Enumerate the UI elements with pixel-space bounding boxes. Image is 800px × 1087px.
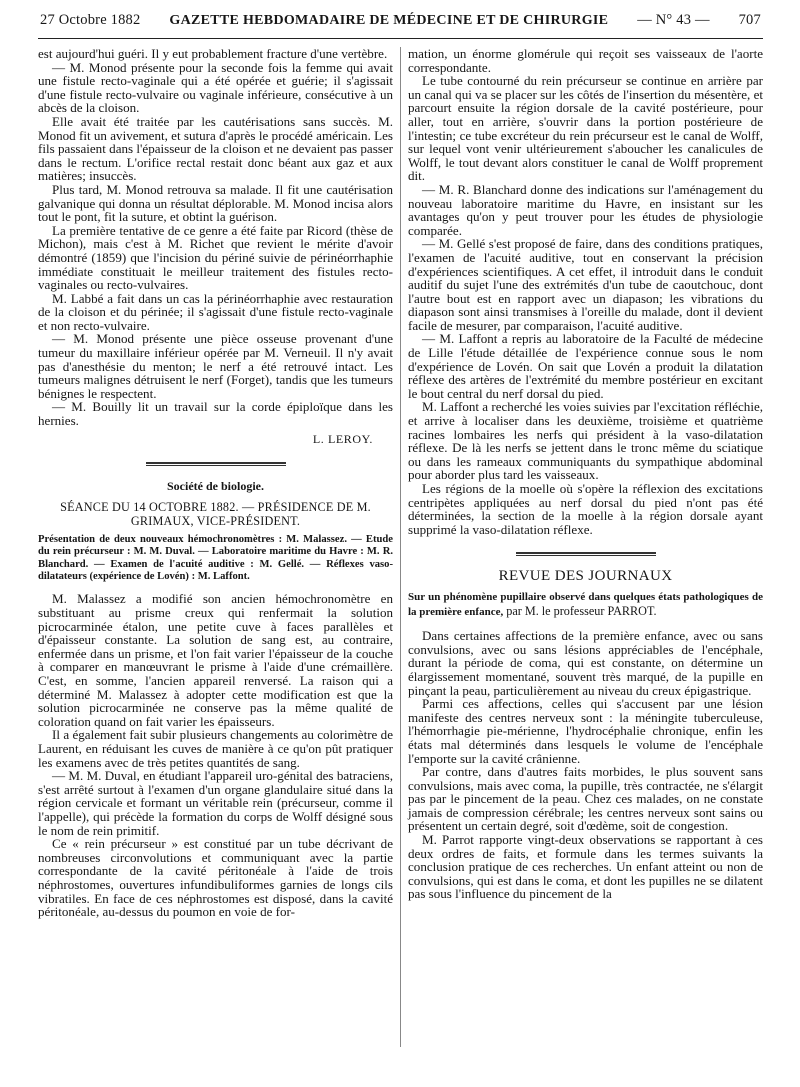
section-divider [516,552,656,556]
section-heading: REVUE DES JOURNAUX [498,568,673,585]
paragraph: — M. M. Duval, en étudiant l'appareil uro-génital des batraciens, s'est arrêté surtout à l'examen d'un organe glandulaire situé dans la région cervicale et formant un véritable rein (précurseur, comme il l'appelle), qui précède la formation du corps de Wolff désigné sous le nom de rein primitif. [38,768,393,838]
header-journal-title: GAZETTE HEBDOMADAIRE DE MÉDECINE ET DE CHIRURGIE [169,13,609,28]
paragraph: Plus tard, M. Monod retrouva sa malade. Il fit une cautérisation galvanique qui donna un résultat déplorable. M. Monod incisa alors tout le pont, fit la suture, et obtint la guérison. [38,181,393,225]
section-heading: Société de biologie. [167,479,264,494]
running-header [38,12,763,39]
paragraph: — M. Monod présente pour la seconde fois la femme qui avait une fistule recto-vaginale qui a été opérée et guérie; il s'agissait d'une fistule recto-vulvaire ou vaginale inférieure, consécutive à un abcès de la cloison. [38,59,393,116]
header-issue-number: — N° 43 — [637,12,710,28]
right-column [408,47,763,919]
column-rule [400,47,401,1047]
paragraph: — M. R. Blanchard donne des indications sur l'aménagement du nouveau laboratoire maritime du Havre, en insistant sur les avantages qu'on y peut trouver pour les études de physiologie comparée. [408,181,763,238]
header-date: 27 Octobre 1882 [40,12,141,28]
paragraph: Les régions de la moelle où s'opère la réflexion des excitations centripètes appliquées au nerf dorsal du pied n'ont pas été déterminées, la section de la moelle à la région dorsale ayant supprimé la vaso-dilatation réflexe. [408,481,763,537]
paragraph: mation, un énorme glomérule qui reçoit ses vaisseaux de l'aorte correspondante. [408,46,763,75]
header-page-number: 707 [738,12,761,28]
paragraph: Par contre, dans d'autres faits morbides, le plus souvent sans convulsions, mais avec coma, la pupille, très contractée, ne s'élargit pas par le pincement de la peau. Chez ces malades, on ne constate jamais de compression cérébrale; les centres nerveux sont sains ou présentent un certain degré, soit d'œdème, soit de congestion. [408,764,763,834]
article-title: Sur un phénomène pupillaire observé dans quelques états pathologiques de la première enfance, [408,590,763,618]
page [38,12,763,919]
paragraph: Parmi ces affections, celles qui s'accusent par une lésion manifeste des centres nerveux sont : la méningite tuberculeuse, l'hémorrhagie pie-mérienne, l'hydrocéphalie chronique, enfin les états mal déterminés dans lesquels le volume de l'encéphale l'emporte sur la cavité crânienne. [408,696,763,766]
two-column-body [38,47,763,919]
session-summary: Présentation de deux nouveaux hémochronomètres : M. Malassez. — Etude du rein précurseur : M. M. Duval. — Laboratoire maritime du Havre : M. R. Blanchard. — Examen de l'acuité auditive : M. Gellé. — Réflexes vaso-dilatateurs (expérience de Lovén) : M. Laffont. [38,533,393,583]
paragraph: Dans certaines affections de la première enfance, avec ou sans convulsions, avec ou sans lésions appréciables de l'encéphale, durant la période de coma, qui est constante, on détermine un élargissement momentané, souvent très marqué, de la pupille en pinçant la peau, particulièrement au niveau du creux épigastrique. [408,628,763,698]
paragraph: — M. Laffont a repris au laboratoire de la Faculté de médecine de Lille l'étude détaillée de l'expérience connue sous le nom d'expérience de Lovén. On sait que Lovén a produit la dilatation réflexe des artères de l'extrémité du membre postérieur en excitant le bout central du nerf dorsal du pied. [408,331,763,401]
paragraph: est aujourd'hui guéri. Il y eut probablement fracture d'une vertèbre. [38,46,388,61]
article-heading [408,590,763,619]
paragraph: — M. Monod présente une pièce osseuse provenant d'une tumeur du maxillaire inférieur opérée par M. Verneuil. Il n'y avait pas d'anesthésie du menton; le nerf a été retrouvé intact. Les tumeurs malignes détruisent le nerf (Forget), tandis que les tumeurs bénignes le respectent. [38,331,393,401]
paragraph: Il a également fait subir plusieurs changements au colorimètre de Laurent, en réduisant les cuves de manière à ce qu'on pût pratiquer les examens avec de très petites quantités de sang. [38,727,393,770]
article-author: par M. le professeur PARROT. [503,603,657,618]
paragraph: La première tentative de ce genre a été faite par Ricord (thèse de Michon), mais c'est à M. Richet que revient le mérite d'avoir démontré (1859) que l'incision du périné suivie de périnéorrhaphie immédiate constituait le meilleur traitement des fistules recto-vaginales ou recto-vulvaires. [38,222,393,293]
section-divider [146,462,286,466]
paragraph: — M. Bouilly lit un travail sur la corde épiploïque dans les hernies. [38,399,393,429]
paragraph: M. Laffont a recherché les voies suivies par l'excitation réfléchie, et arrive à localiser dans les deuxième, troisième et quatrième racines lombaires les nerfs qui président à la vaso-dilatation réflexe. De là les nerfs se jettent dans le tronc même du sciatique ou dans les rameaux communiquants du sympathique abdominal pour aborder plus tard les vaisseaux. [408,399,763,483]
paragraph: M. Malassez a modifié son ancien hémochronomètre en substituant au prisme creux qui renfermait la solution picrocarminée étalon, une petite cuve à faces parallèles et d'épaisseur constante. La solution de sang est, au contraire, enfermée dans un prisme, et l'on fait varier l'épaisseur de la couche à comparer en manœuvrant le prisme à l'aide d'une crémaillère. C'est, en somme, l'ancien appareil renversé. La raison qui a déterminé M. Malassez à adopter cette modification est que la solution picrocarminée ne conserve pas la même qualité de coloration quand on fait varier les épaisseurs. [38,591,393,729]
left-column [38,47,393,919]
session-line: SÉANCE DU 14 OCTOBRE 1882. — PRÉSIDENCE DE M. GRIMAUX, VICE-PRÉSIDENT. [60,499,371,528]
paragraph: M. Labbé a fait dans un cas la périnéorrhaphie avec restauration de la cloison et du périnée; il s'agissait d'une fistule recto-vaginale et non recto-vulvaire. [38,290,393,333]
paragraph: Ce « rein précurseur » est constitué par un tube décrivant de nombreuses circonvolutions et communiquant avec la partie correspondante de la cavité péritonéale à l'aide de trois néphrostomes, ouvertures infundibuliformes garnies de longs cils vibratiles. En face de ces néphrostomes est disposé, dans la cavité péritonéale, au-dessus du poumon en voie de for- [38,836,393,920]
paragraph: Le tube contourné du rein précurseur se continue en arrière par un canal qui va se placer sur les côtés de l'insertion du mésentère, et parcourt ensuite la région dorsale de la cavité postérieure, pour aller, tout en arrière, s'ouvrir dans la portion postérieure de l'intestin; ce tube excréteur du rein précurseur est le canal de Wolff, sur lequel vont venir ultérieurement s'aboucher les canalicules de Wolff, le tout devant alors constituer le canal de Wolff proprement dit. [408,73,763,184]
paragraph: — M. Gellé s'est proposé de faire, dans des conditions pratiques, l'examen de l'acuité auditive, tout en conservant la précision d'expériences scientifiques. A cet effet, il introduit dans le conduit auditif du sujet l'une des extrémités d'un tube de caoutchouc, dont l'autre bout est en rapport avec un diapason; les vibrations du diapason sont ainsi transmises à l'oreille du malade, dont il devient facile de mesurer, par comparaison, l'acuité auditive. [408,236,763,333]
paragraph: Elle avait été traitée par les cautérisations sans succès. M. Monod fit un avivement, et sutura d'après le procédé américain. Les fils passaient dans l'épaisseur de la cloison et ne devaient pas passer dans le rectum. L'orifice rectal restait donc béant aux gaz et aux matières; insuccès. [38,113,393,184]
paragraph: M. Parrot rapporte vingt-deux observations se rapportant à ces deux ordres de faits, et formule dans les termes suivants la conclusion pratique de ces recherches. Un enfant atteint ou non de convulsions, qui est dans le coma, et dont les pupilles ne se dilatent pas sous l'influence du pincement de la [408,832,763,902]
author-signature: L. LEROY. [312,431,373,446]
